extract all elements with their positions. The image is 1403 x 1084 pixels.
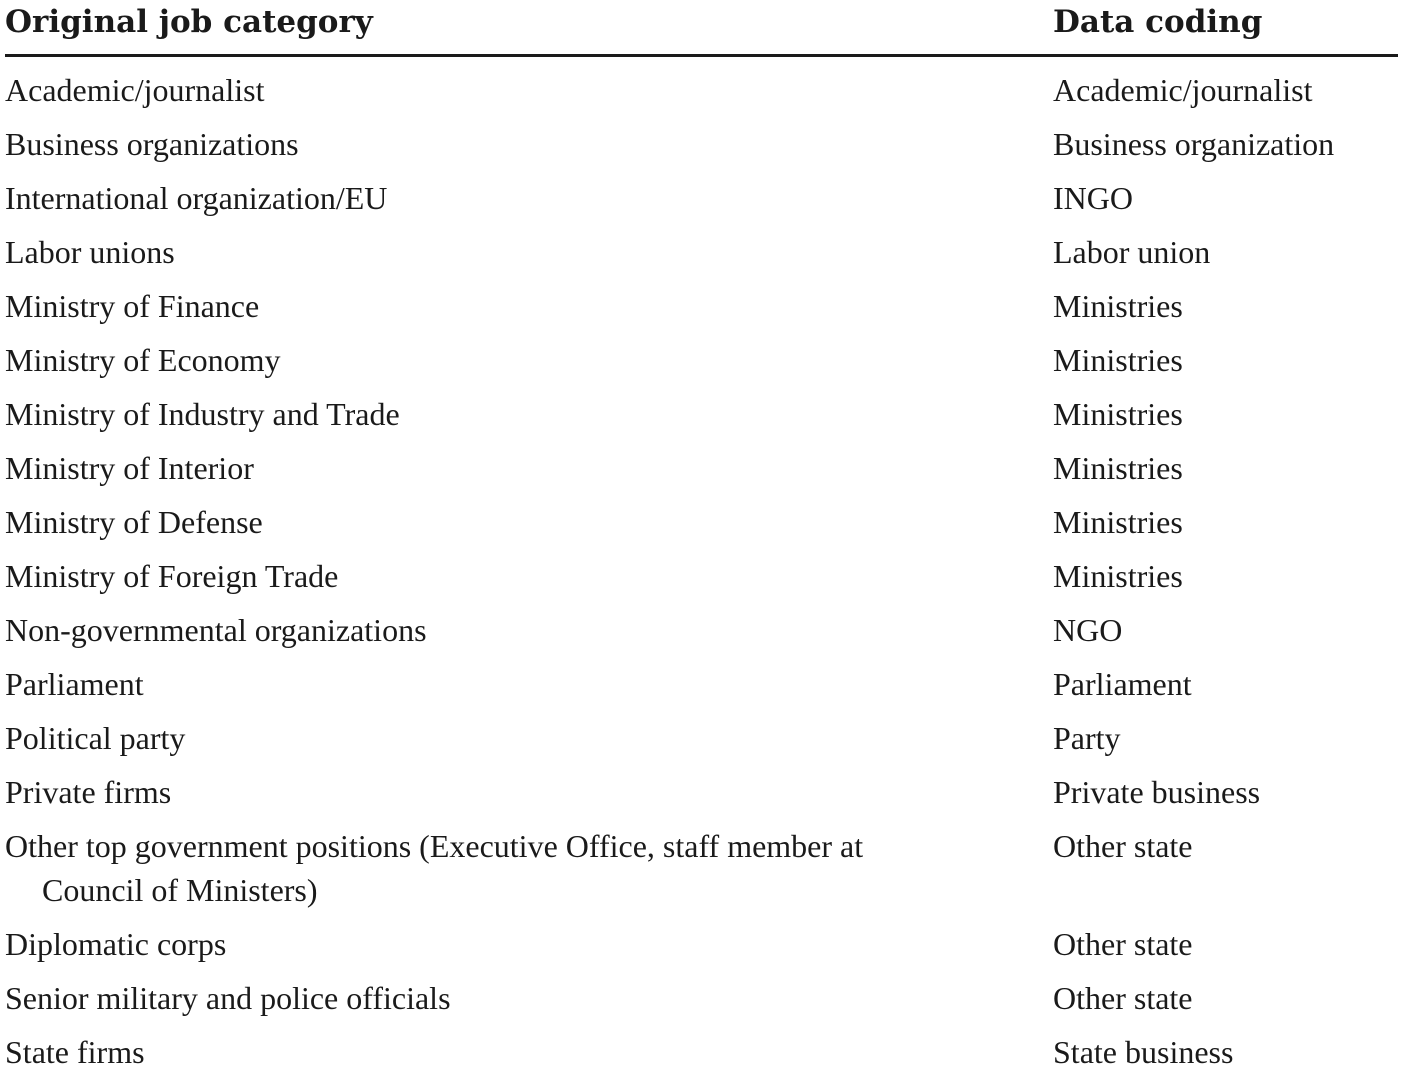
original-cell: Senior military and police officials (5, 980, 451, 1016)
table-row (5, 68, 1398, 122)
original-cell: Non-governmental organizations (5, 612, 427, 648)
table-row (5, 230, 1398, 284)
coding-cell: Party (1053, 720, 1121, 756)
original-cell: Other top government positions (Executive Office, staff member at Council of Ministers) (5, 828, 864, 908)
table-row (5, 922, 1398, 976)
coding-cell: INGO (1053, 180, 1133, 216)
original-cell: Labor unions (5, 234, 175, 270)
table-row (5, 122, 1398, 176)
coding-cell: Ministries (1053, 396, 1183, 432)
table-row (5, 824, 1398, 922)
coding-cell: Ministries (1053, 504, 1183, 540)
original-cell: Academic/journalist (5, 72, 265, 108)
original-cell: Ministry of Defense (5, 504, 263, 540)
coding-cell: Private business (1053, 774, 1261, 810)
table-header (5, 0, 1398, 50)
job-category-table (5, 0, 1398, 1070)
coding-cell: Ministries (1053, 288, 1183, 324)
coding-cell: State business (1053, 1034, 1234, 1070)
coding-cell: Ministries (1053, 450, 1183, 486)
original-cell: Diplomatic corps (5, 926, 227, 962)
original-cell: Business organizations (5, 126, 299, 162)
table-row (5, 446, 1398, 500)
coding-cell: Ministries (1053, 558, 1183, 594)
header-data-coding: Data coding (1053, 4, 1263, 40)
table-body (5, 68, 1398, 1084)
coding-cell: Academic/journalist (1053, 72, 1313, 108)
table-row (5, 176, 1398, 230)
coding-cell: NGO (1053, 612, 1123, 648)
coding-cell: Other state (1053, 980, 1193, 1016)
original-cell: Ministry of Economy (5, 342, 281, 378)
table-row (5, 284, 1398, 338)
original-cell: Private firms (5, 774, 172, 810)
original-cell: Ministry of Interior (5, 450, 254, 486)
coding-cell: Business organization (1053, 126, 1335, 162)
original-cell: Ministry of Industry and Trade (5, 396, 400, 432)
original-cell: Ministry of Foreign Trade (5, 558, 339, 594)
table-row (5, 1030, 1398, 1084)
coding-cell: Other state (1053, 926, 1193, 962)
table-row (5, 500, 1398, 554)
table-row (5, 976, 1398, 1030)
original-cell: International organization/EU (5, 180, 388, 216)
original-cell: Political party (5, 720, 186, 756)
table-row (5, 608, 1398, 662)
original-cell: State firms (5, 1034, 145, 1070)
table-row (5, 338, 1398, 392)
header-rule (5, 54, 1398, 57)
coding-cell: Labor union (1053, 234, 1211, 270)
table-row (5, 392, 1398, 446)
table-row (5, 662, 1398, 716)
original-cell: Ministry of Finance (5, 288, 260, 324)
table-row (5, 770, 1398, 824)
coding-cell: Ministries (1053, 342, 1183, 378)
original-cell: Parliament (5, 666, 144, 702)
table-row (5, 554, 1398, 608)
coding-cell: Parliament (1053, 666, 1192, 702)
header-original-job-category: Original job category (5, 4, 373, 40)
coding-cell: Other state (1053, 828, 1193, 864)
table-row (5, 716, 1398, 770)
